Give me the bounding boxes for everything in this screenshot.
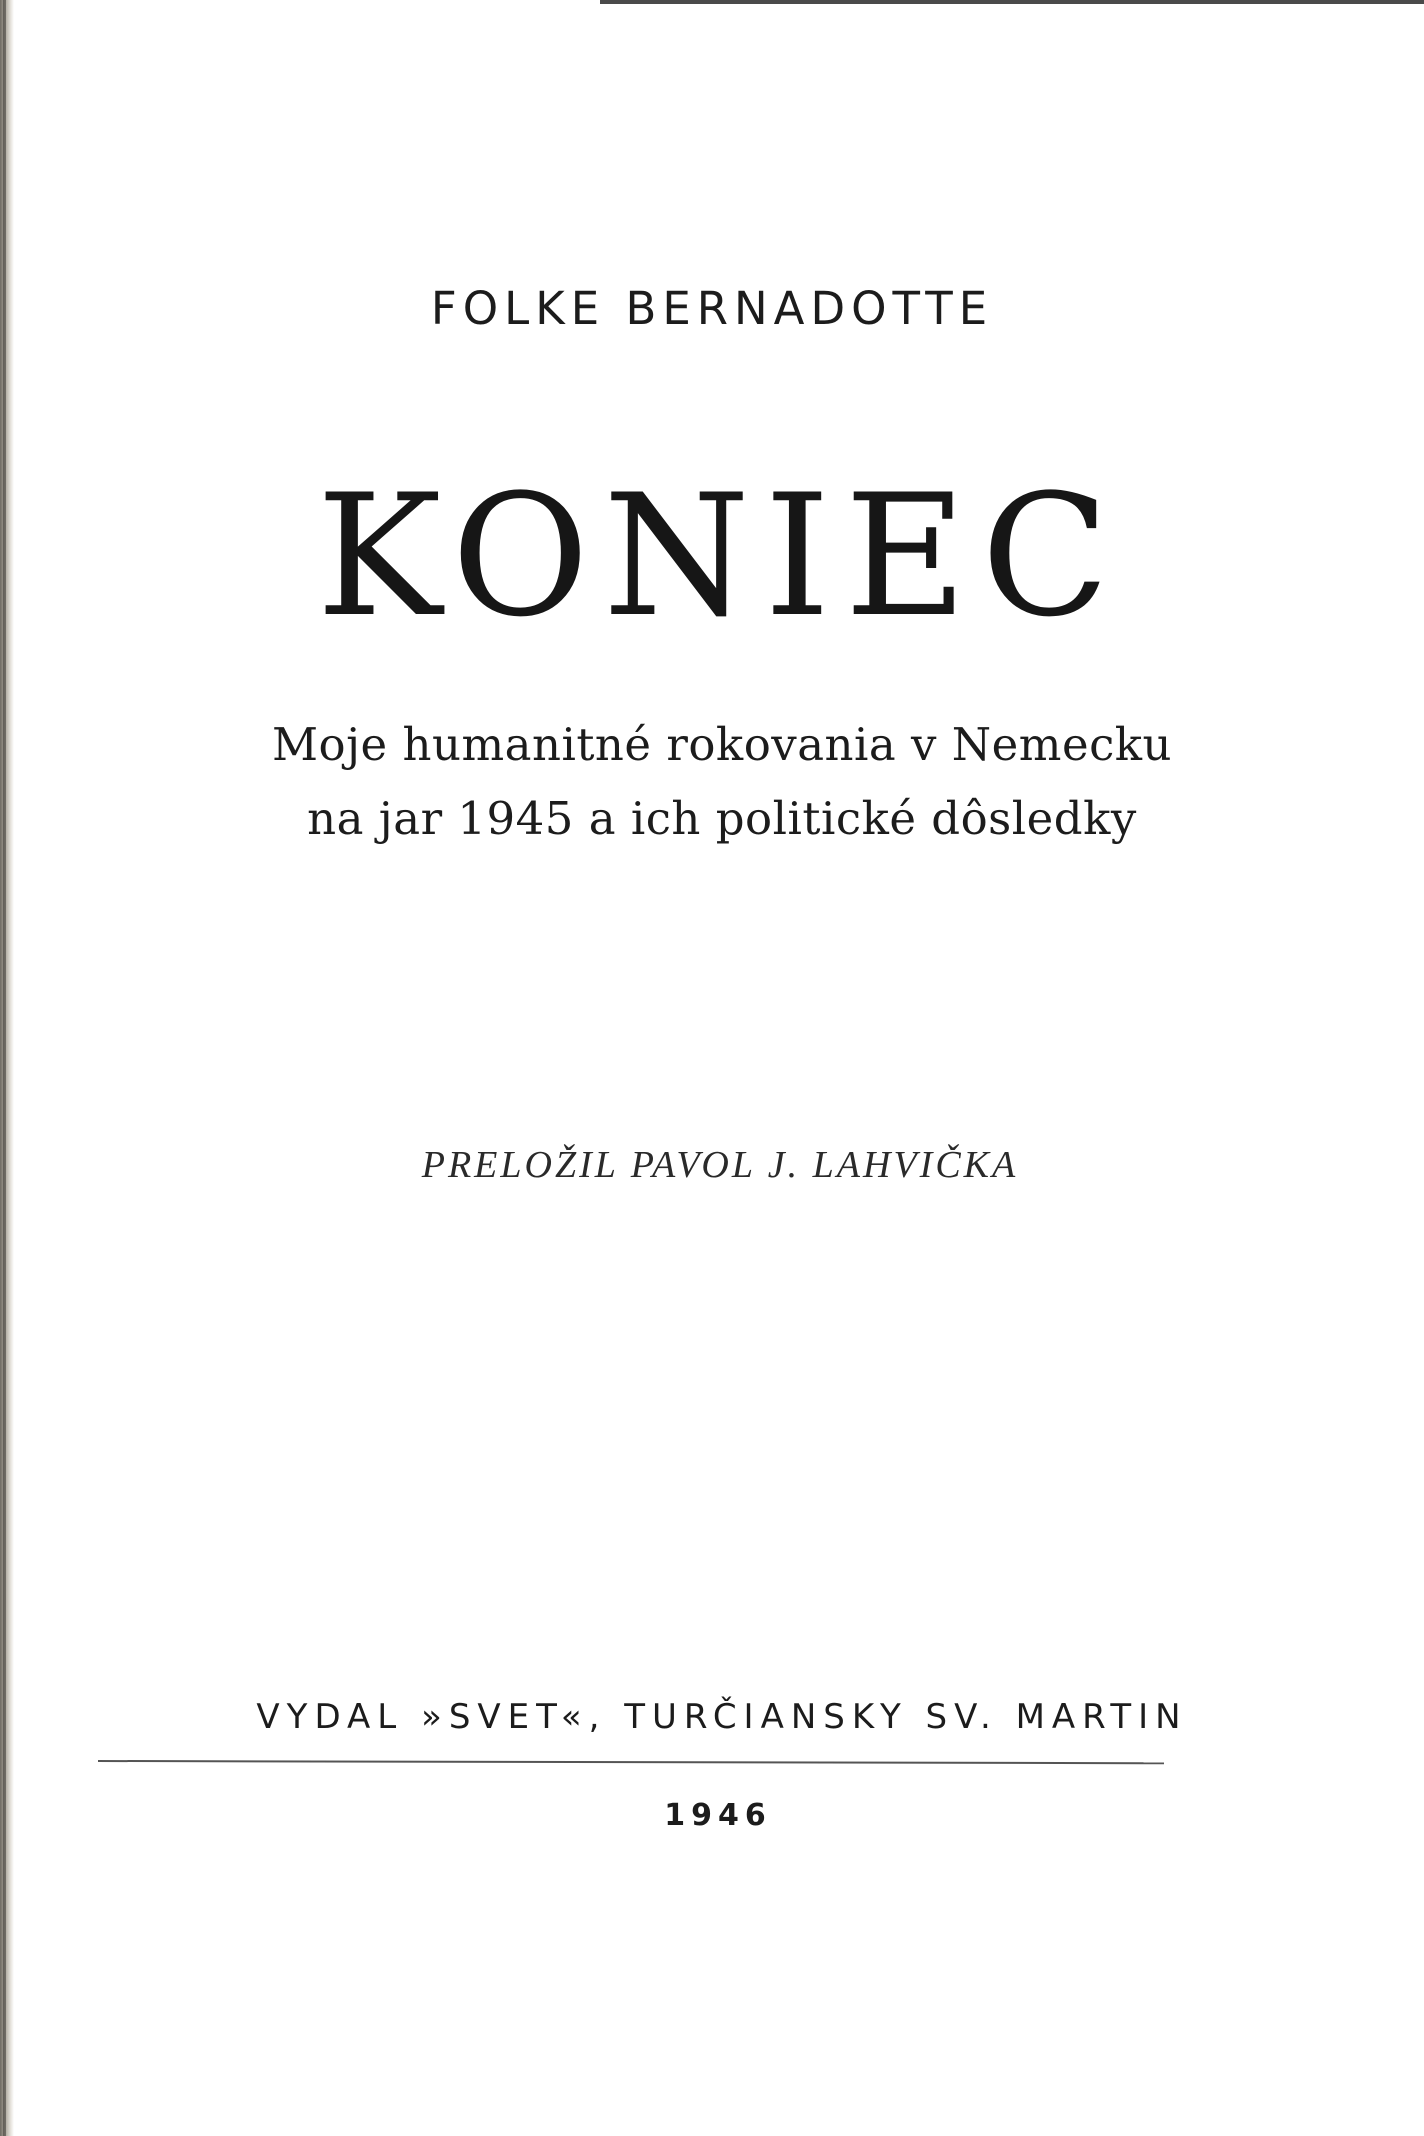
subtitle-line-1: Moje humanitné rokovania v Nemecku — [271, 718, 1173, 771]
translator-credit: PRELOŽIL PAVOL J. LAHVIČKA — [421, 1144, 1019, 1186]
publisher-imprint: VYDAL »SVET«, TURČIANSKY SV. MARTIN — [256, 1697, 1188, 1737]
publication-year: 1946 — [664, 1798, 772, 1833]
author-name: FOLKE BERNADOTTE — [430, 282, 994, 335]
subtitle-line-2: na jar 1945 a ich politické dôsledky — [307, 792, 1137, 845]
imprint-rule — [98, 1760, 1164, 1764]
page-top-edge — [600, 0, 1424, 4]
book-title: KONIEC — [316, 458, 1124, 654]
